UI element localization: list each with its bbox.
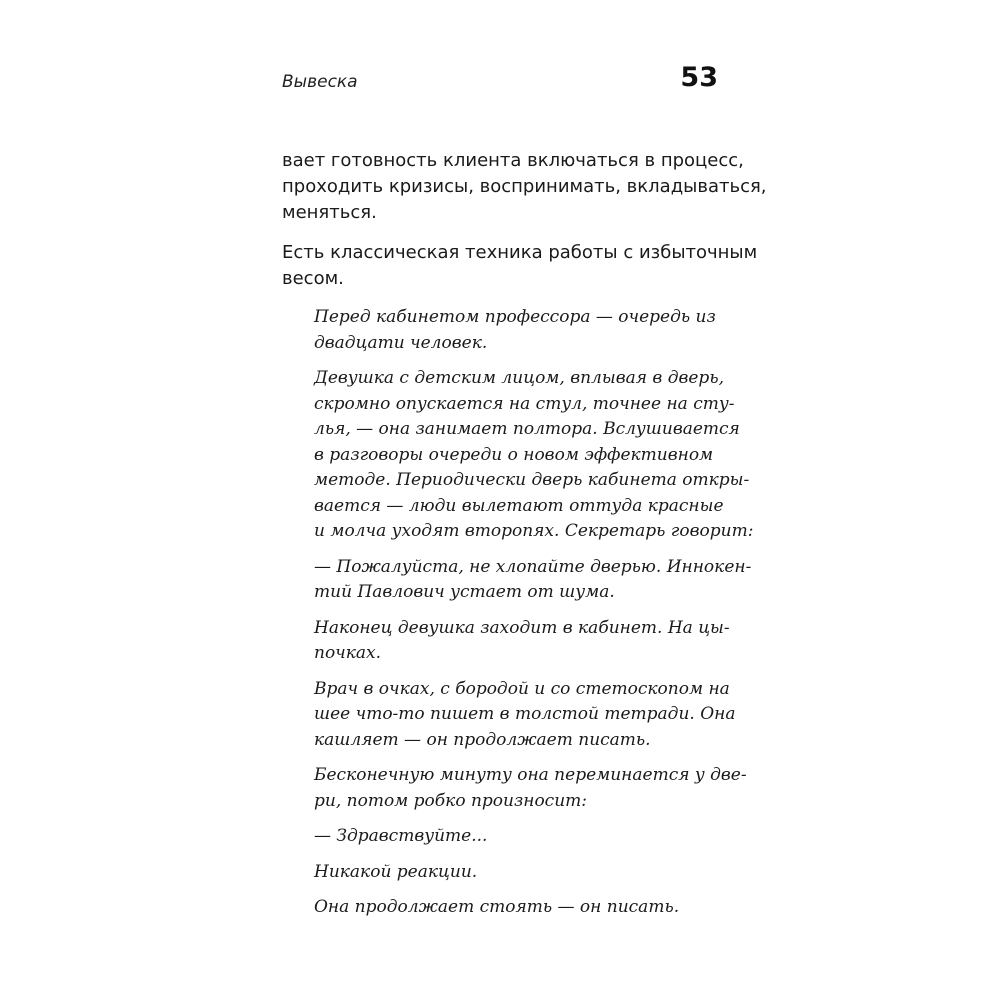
- text-line: весом.: [282, 268, 344, 289]
- text-line: — Здравствуйте...: [314, 826, 488, 846]
- text-line: почках.: [314, 643, 382, 663]
- text-line: Она продолжает стоять — он писать.: [314, 897, 680, 917]
- text-line: — Пожалуйста, не хлопайте дверью. Иннокен-: [314, 556, 752, 577]
- quote-paragraph: [314, 616, 730, 667]
- quote-paragraph: [314, 677, 736, 754]
- text-line: Наконец девушка заходит в кабинет. На цы-: [314, 617, 730, 638]
- text-line: скромно опускается на стул, точнее на сту-: [314, 393, 735, 414]
- text-line: вает готовность клиента включаться в процесс,: [282, 150, 744, 171]
- text-line: лья, — она занимает полтора. Вслушивается: [314, 419, 740, 439]
- quote-paragraph: [314, 555, 752, 606]
- text-line: ри, потом робко произносит:: [314, 790, 587, 811]
- text-line: Никакой реакции.: [314, 861, 478, 882]
- text-line: меняться.: [282, 202, 377, 223]
- text-line: тий Павлович устает от шума.: [314, 582, 615, 602]
- quote-paragraph: [314, 860, 724, 886]
- text-line: вается — люди вылетают оттуда красные: [314, 495, 724, 516]
- running-title: Вывеска: [282, 72, 358, 92]
- italic-quote-block: [314, 305, 754, 931]
- text-line: проходить кризисы, воспринимать, вкладываться,: [282, 176, 767, 197]
- text-line: Девушка с детским лицом, вплывая в дверь,: [314, 368, 724, 388]
- text-line: и молча уходят второпях. Секретарь говорит:: [314, 521, 754, 541]
- quote-paragraph: [314, 824, 724, 850]
- page-number: 53: [680, 62, 718, 93]
- text-line: Перед кабинетом профессора — очередь из: [314, 307, 716, 327]
- body-paragraph-1: [282, 148, 767, 226]
- text-line: в разговоры очереди о новом эффективном: [314, 444, 714, 465]
- quote-paragraph: [314, 366, 754, 545]
- text-line: шее что-то пишет в толстой тетради. Она: [314, 704, 736, 724]
- text-line: Бесконечную минуту она переминается у две-: [314, 765, 747, 785]
- text-line: кашляет — он продолжает писать.: [314, 729, 651, 750]
- quote-paragraph: [314, 305, 724, 356]
- quote-paragraph: [314, 895, 724, 921]
- text-line: методе. Периодически дверь кабинета откры-: [314, 470, 750, 490]
- body-paragraph-2: [282, 240, 758, 292]
- text-line: Есть классическая техника работы с избыточным: [282, 242, 758, 263]
- text-line: двадцати человек.: [314, 332, 488, 353]
- quote-paragraph: [314, 763, 747, 814]
- text-line: Врач в очках, с бородой и со стетоскопом на: [314, 678, 730, 699]
